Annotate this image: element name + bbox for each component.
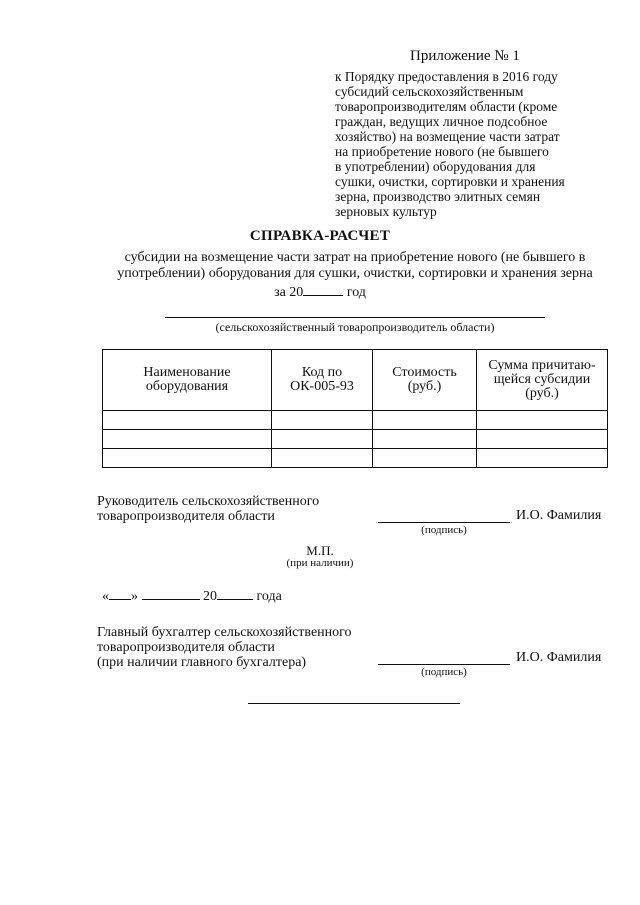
accountant-signature-label: Главный бухгалтер сельскохозяйственного товаропроизводителя области (при наличии главного бухгалтера) [97,625,352,670]
accountant-signature-caption: (подпись) [421,666,467,678]
head-signature-line [378,522,510,523]
date-line [102,588,282,605]
head-signature-label: Руководитель сельскохозяйственного товаропроизводителя области [97,494,320,524]
table-cell [272,411,373,430]
date-close-quote: » [131,589,138,604]
period-prefix: за 20 [274,285,304,300]
table-cell [103,449,272,468]
table-cell [373,449,477,468]
org-name-line [165,317,545,318]
period-line [0,283,640,301]
date-year-suffix: года [256,589,282,604]
accountant-signature-line [378,664,510,665]
table-cell [477,430,608,449]
appendix-title: Приложение № 1 [410,48,520,64]
date-year-prefix: 20 [203,589,217,604]
date-month-blank [142,588,200,600]
document-subtitle: субсидии на возмещение части затрат на приобретение нового (не бывшего в употреблении) оборудования для сушки, очистки, сортировки и хранения зерна [117,250,593,281]
table-cell [103,430,272,449]
appendix-text: к Порядку предоставления в 2016 году субсидий сельскохозяйственным товаропроизводителям области (кроме граждан, ведущих личное подсобное хозяйство) на возмещение части затрат на приобретение нового (не бывшего в употреблении) оборудования для сушки, очистки, сортировки и хранения зерна, производство элитных семян зерновых культур [335,69,565,219]
header-equipment-name: Наименование оборудования [103,350,272,411]
stamp-label: М.П. [306,543,334,558]
table-cell [477,449,608,468]
org-caption: (сельскохозяйственный товаропроизводитель области) [215,320,495,334]
head-signature-caption: (подпись) [421,524,467,536]
table-row [103,449,608,468]
equipment-table [102,349,608,468]
period-year-blank [303,283,343,296]
document-title: СПРАВКА-РАСЧЕТ [249,228,391,244]
table-row [103,430,608,449]
header-code: Код по ОК-005-93 [272,350,373,411]
stamp-note: (при наличии) [286,557,354,569]
period-suffix: год [346,285,366,300]
header-cost: Стоимость (руб.) [373,350,477,411]
date-day-blank [109,588,131,600]
date-year-blank [217,588,253,600]
table-row [103,411,608,430]
table-cell [272,449,373,468]
accountant-name: И.О. Фамилия [516,650,602,665]
table-cell [103,411,272,430]
end-separator-line [248,703,460,704]
table-header-row [103,350,608,411]
table-cell [477,411,608,430]
table-cell [373,411,477,430]
header-subsidy-amount: Сумма причитаю- щейся субсидии (руб.) [477,350,608,411]
table-cell [373,430,477,449]
table-cell [272,430,373,449]
head-name: И.О. Фамилия [516,508,602,523]
date-open-quote: « [102,589,109,604]
